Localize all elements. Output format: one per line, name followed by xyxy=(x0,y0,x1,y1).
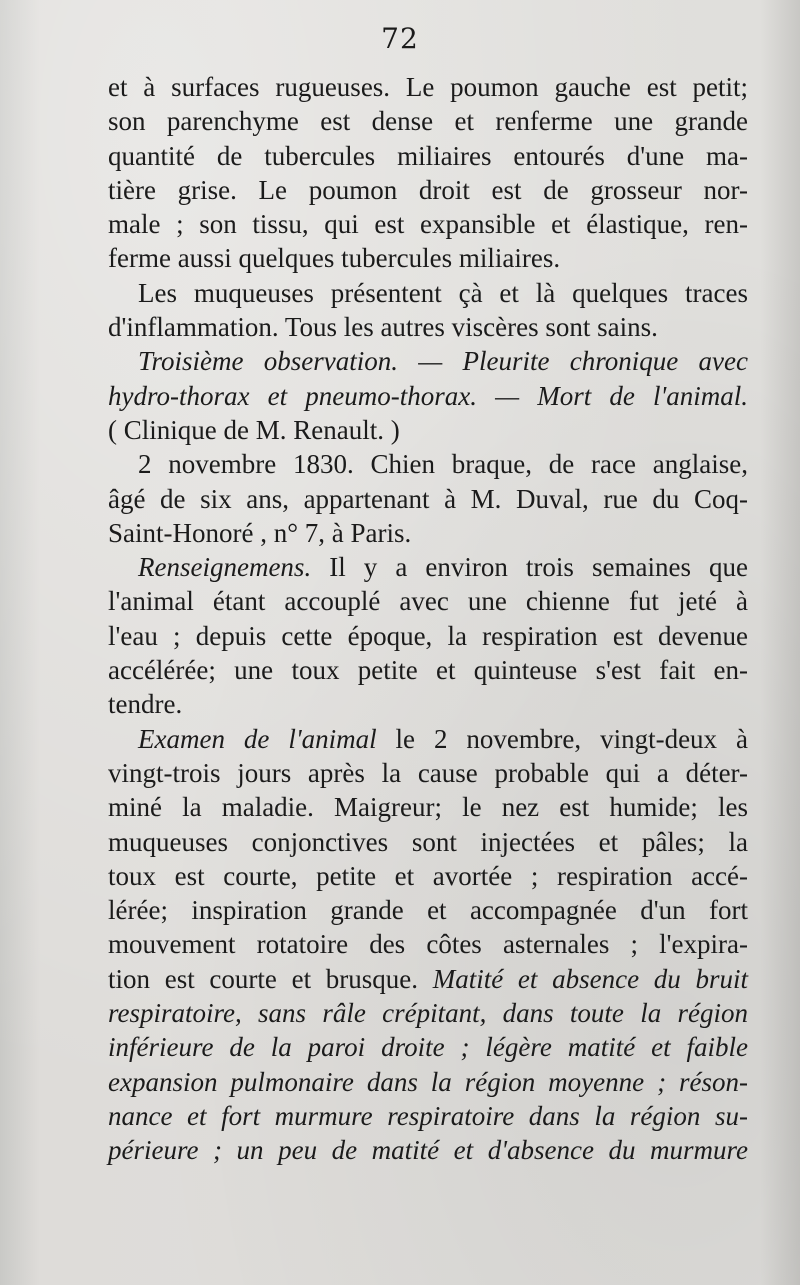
text-line: ferme aussi quelques tubercules miliaires. xyxy=(108,243,561,274)
clinic-note: ( Clinique de M. Renault. ) xyxy=(108,414,400,445)
text-line: muqueuses conjonctives sont injectées et pâles; la xyxy=(108,826,748,857)
text-line: d'inflammation. Tous les autres viscères sont sains. xyxy=(108,312,658,343)
text-line: tendre. xyxy=(108,689,183,720)
italic-run: Renseignemens. xyxy=(138,552,312,583)
text-run: le 2 novembre, vingt-deux à xyxy=(376,723,748,754)
text-line: lérée; inspiration grande et accompagnée d'un fort xyxy=(108,895,748,926)
text-line: tière grise. Le poumon droit est de grosseur nor- xyxy=(108,174,748,205)
text-line xyxy=(108,550,748,584)
text-line: inférieure de la paroi droite ; légère matité et faible xyxy=(108,1032,748,1063)
text-line: Les muqueuses présentent çà et là quelques traces xyxy=(138,277,748,308)
text-line: quantité de tubercules miliaires entourés d'une ma- xyxy=(108,140,748,171)
italic-run: Examen de l'animal xyxy=(138,723,377,754)
italic-run: Matité et absence du bruit xyxy=(432,963,749,994)
text-line: mouvement rotatoire des côtes asternales ; l'expira- xyxy=(108,929,748,960)
page-number: 72 xyxy=(381,22,419,55)
text-line: périeure ; un peu de matité et d'absence du murmure xyxy=(108,1135,748,1166)
text-line: son parenchyme est dense et renferme une grande xyxy=(108,106,748,137)
text-line: expansion pulmonaire dans la région moyenne ; réson- xyxy=(108,1066,748,1097)
observation-heading: Troisième observation. — Pleurite chronique avec xyxy=(138,346,748,377)
text-line: vingt-trois jours après la cause probable qui a déter- xyxy=(108,757,748,788)
text-line: 2 novembre 1830. Chien braque, de race anglaise, xyxy=(138,449,748,480)
text-line: l'eau ; depuis cette époque, la respiration est devenue xyxy=(108,620,748,651)
text-run: Il y a environ trois semaines que xyxy=(311,552,748,583)
text-run: tion est courte et brusque. xyxy=(108,963,419,994)
text-line xyxy=(108,722,748,756)
text-line: toux est courte, petite et avortée ; respiration accé- xyxy=(108,860,748,891)
text-line: âgé de six ans, appartenant à M. Duval, rue du Coq- xyxy=(108,483,748,514)
text-line: miné la maladie. Maigreur; le nez est humide; les xyxy=(108,792,748,823)
text-line: accélérée; une toux petite et quinteuse s'est fait en- xyxy=(108,655,748,686)
text-line: male ; son tissu, qui est expansible et élastique, ren- xyxy=(108,209,748,240)
text-line: Saint-Honoré , n° 7, à Paris. xyxy=(108,517,412,548)
text-line: respiratoire, sans râle crépitant, dans toute la région xyxy=(108,998,748,1029)
text-line: nance et fort murmure respiratoire dans la région su- xyxy=(108,1100,748,1131)
observation-heading: hydro-thorax et pneumo-thorax. — Mort de l'animal. xyxy=(108,380,748,411)
text-line: l'animal étant accouplé avec une chienne fut jeté à xyxy=(108,586,748,617)
body-text xyxy=(108,70,748,1168)
text-line xyxy=(108,962,748,996)
text-line: et à surfaces rugueuses. Le poumon gauche est petit; xyxy=(108,72,748,102)
